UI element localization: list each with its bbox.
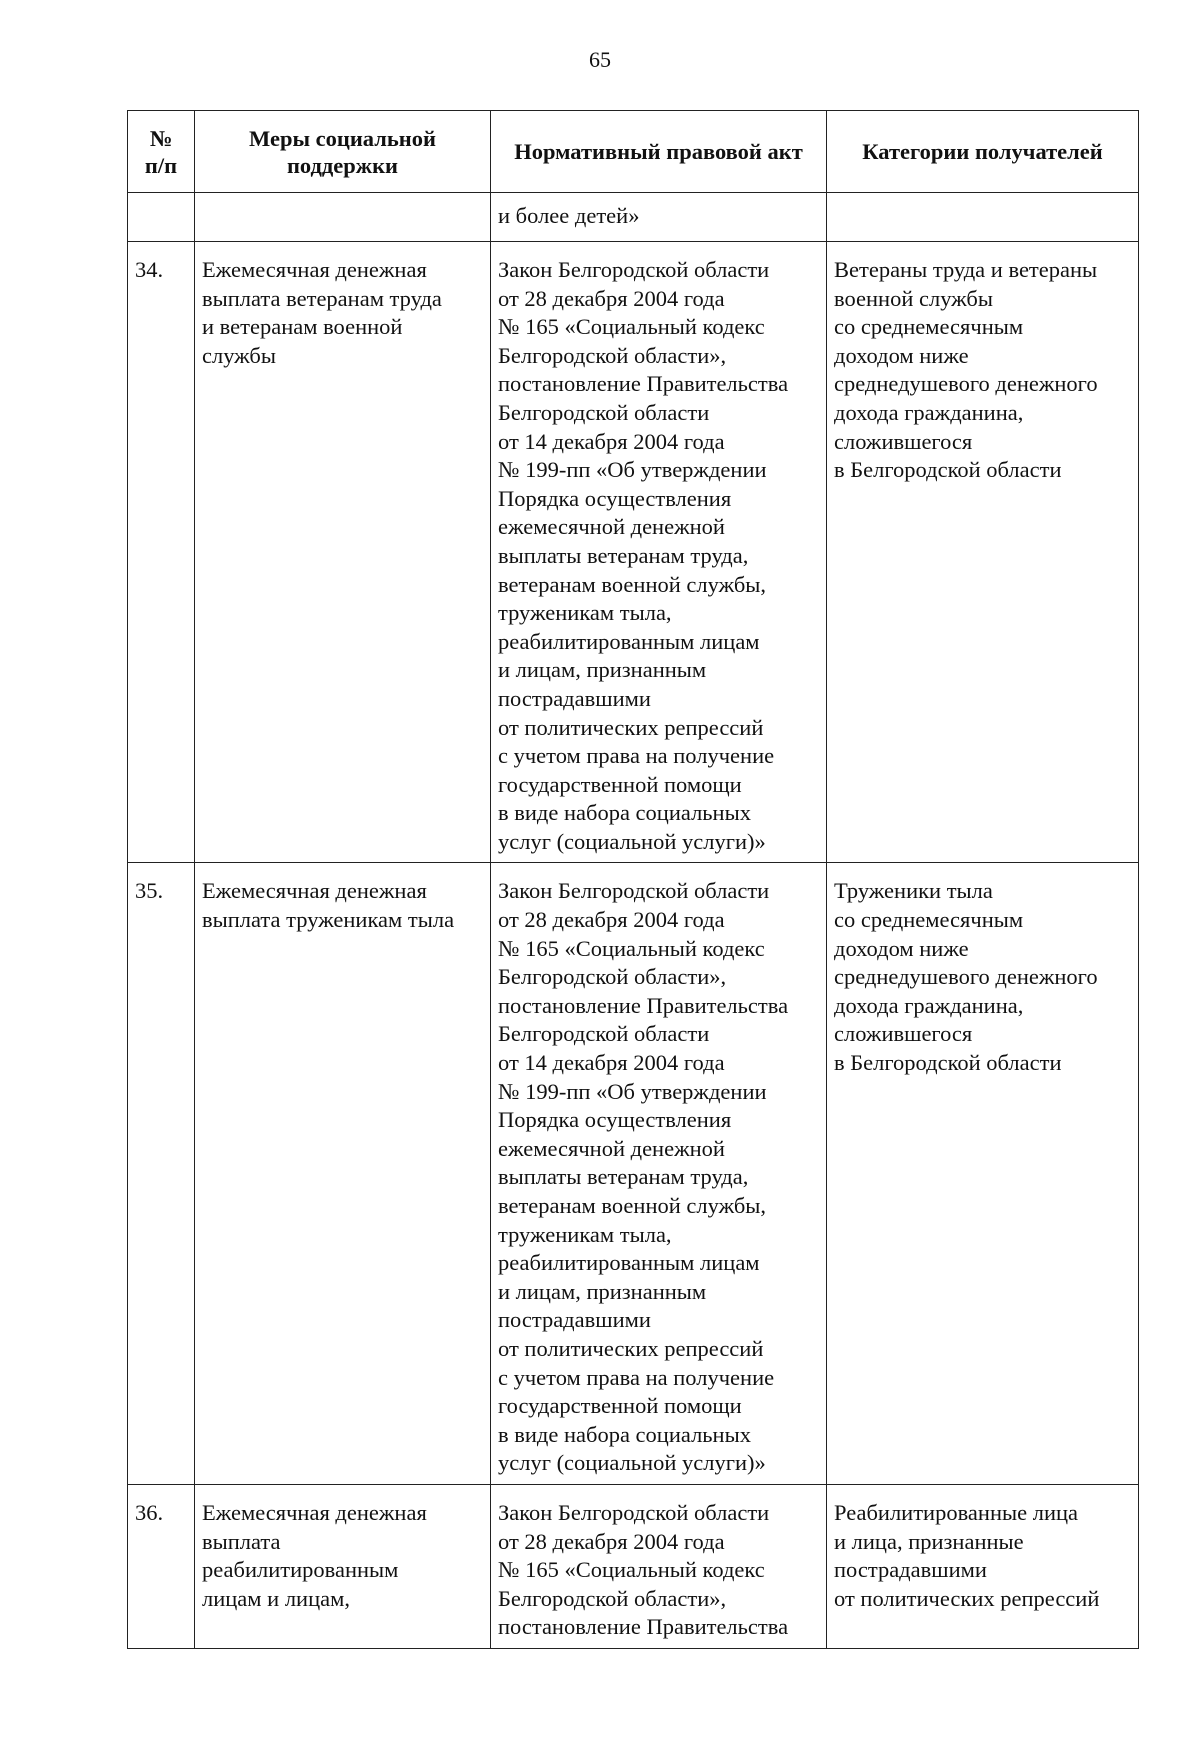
table-row-continuation <box>128 193 1139 242</box>
cell-category: Ветераны труда и ветераны военной службы со среднемесячным доходом ниже среднедушевого денежного дохода гражданина, сложившегося в Белгородской области <box>827 242 1139 863</box>
cell-category <box>827 193 1139 242</box>
cell-measure <box>195 193 491 242</box>
cell-category: Труженики тыла со среднемесячным доходом ниже среднедушевого денежного дохода гражданина, сложившегося в Белгородской области <box>827 863 1139 1484</box>
header-measure: Меры социальной поддержки <box>195 111 491 193</box>
table-row <box>128 1484 1139 1648</box>
cell-act: Закон Белгородской области от 28 декабря 2004 года № 165 «Социальный кодекс Белгородской области», постановление Правительства Белгородской области от 14 декабря 2004 года № 199-пп «Об утверждении Порядка осуществления ежемесячной денежной выплаты ветеранам труда, ветеранам военной службы, труженикам тыла, реабилитированным лицам и лицам, признанным пострадавшими от политических репрессий с учетом права на получение государственной помощи в виде набора социальных услуг (социальной услуги)» <box>491 863 827 1484</box>
table-row <box>128 242 1139 863</box>
cell-act: Закон Белгородской области от 28 декабря 2004 года № 165 «Социальный кодекс Белгородской области», постановление Правительства Белгородской области от 14 декабря 2004 года № 199-пп «Об утверждении Порядка осуществления ежемесячной денежной выплаты ветеранам труда, ветеранам военной службы, труженикам тыла, реабилитированным лицам и лицам, признанным пострадавшими от политических репрессий с учетом права на получение государственной помощи в виде набора социальных услуг (социальной услуги)» <box>491 242 827 863</box>
cell-num: 34. <box>128 242 195 863</box>
cell-act: и более детей» <box>491 193 827 242</box>
header-num: № п/п <box>128 111 195 193</box>
cell-act: Закон Белгородской области от 28 декабря 2004 года № 165 «Социальный кодекс Белгородской области», постановление Правительства <box>491 1484 827 1648</box>
page-number: 65 <box>589 47 611 72</box>
cell-measure: Ежемесячная денежная выплата ветеранам труда и ветеранам военной службы <box>195 242 491 863</box>
cell-num: 36. <box>128 1484 195 1648</box>
table-header-row <box>128 111 1139 193</box>
cell-measure: Ежемесячная денежная выплата труженикам тыла <box>195 863 491 1484</box>
cell-num <box>128 193 195 242</box>
social-support-table <box>127 110 1139 1649</box>
header-category: Категории получателей <box>827 111 1139 193</box>
cell-num: 35. <box>128 863 195 1484</box>
header-act: Нормативный правовой акт <box>491 111 827 193</box>
cell-category: Реабилитированные лица и лица, признанные пострадавшими от политических репрессий <box>827 1484 1139 1648</box>
cell-measure: Ежемесячная денежная выплата реабилитированным лицам и лицам, <box>195 1484 491 1648</box>
table-row <box>128 863 1139 1484</box>
